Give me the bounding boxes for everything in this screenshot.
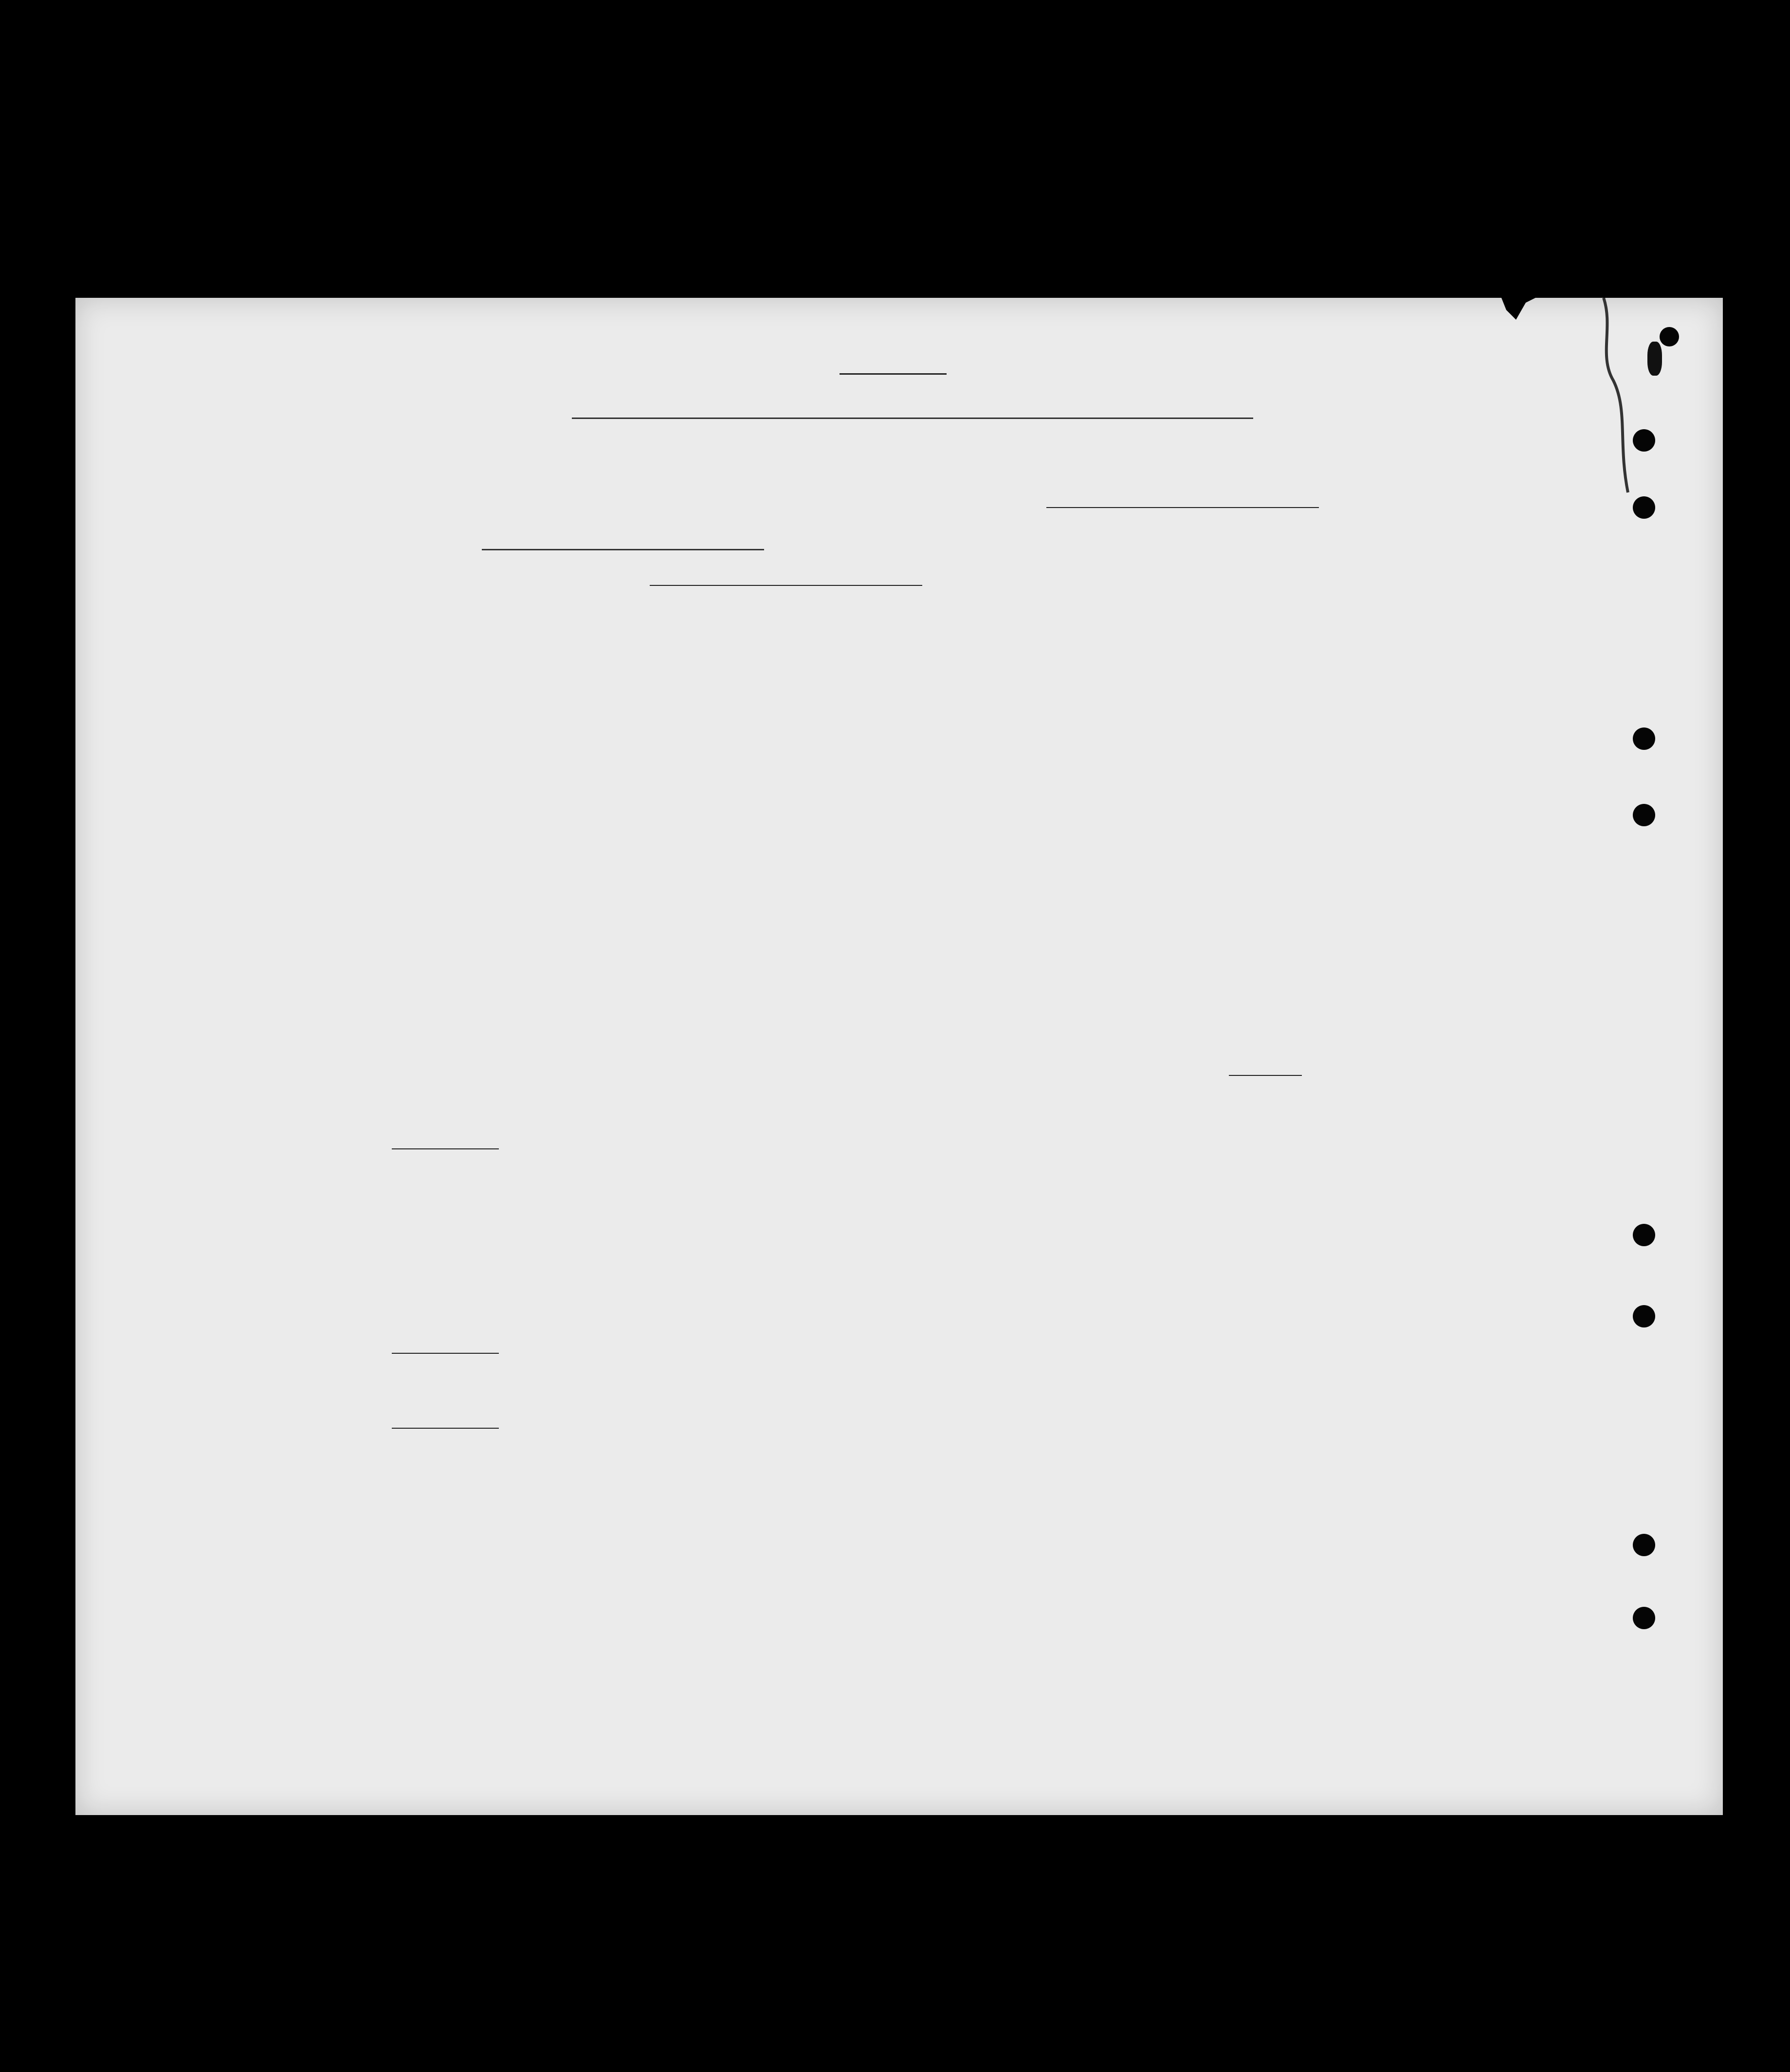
punch-hole — [1633, 804, 1655, 826]
master-name-blank[interactable] — [572, 418, 990, 419]
punch-hole — [1633, 1224, 1655, 1246]
punch-hole — [1633, 429, 1655, 452]
notice-rule — [392, 1148, 499, 1149]
affidavit-title-rule — [840, 373, 947, 375]
inspector-signature-line[interactable] — [650, 585, 922, 586]
rule-6-rule — [392, 1428, 499, 1429]
punch-hole — [1633, 1607, 1655, 1629]
punch-hole — [1633, 727, 1655, 750]
vessel-name-blank[interactable] — [990, 418, 1253, 419]
master-signature-line[interactable] — [1046, 507, 1319, 508]
punch-hole — [1633, 496, 1655, 519]
extract-1917-rule — [392, 1353, 499, 1354]
ink-blot — [1647, 342, 1662, 376]
punch-hole — [1660, 327, 1679, 346]
affidavit-declaration — [436, 404, 1426, 425]
sworn-month-blank[interactable] — [584, 549, 764, 550]
races-title-rule — [1229, 1075, 1302, 1076]
punch-hole — [1633, 1305, 1655, 1327]
sworn-line — [482, 538, 764, 554]
sworn-day-blank[interactable] — [482, 549, 584, 550]
torn-corner-mark — [1467, 298, 1723, 541]
manifest-back-page — [75, 298, 1723, 1815]
punch-hole — [1633, 1534, 1655, 1556]
